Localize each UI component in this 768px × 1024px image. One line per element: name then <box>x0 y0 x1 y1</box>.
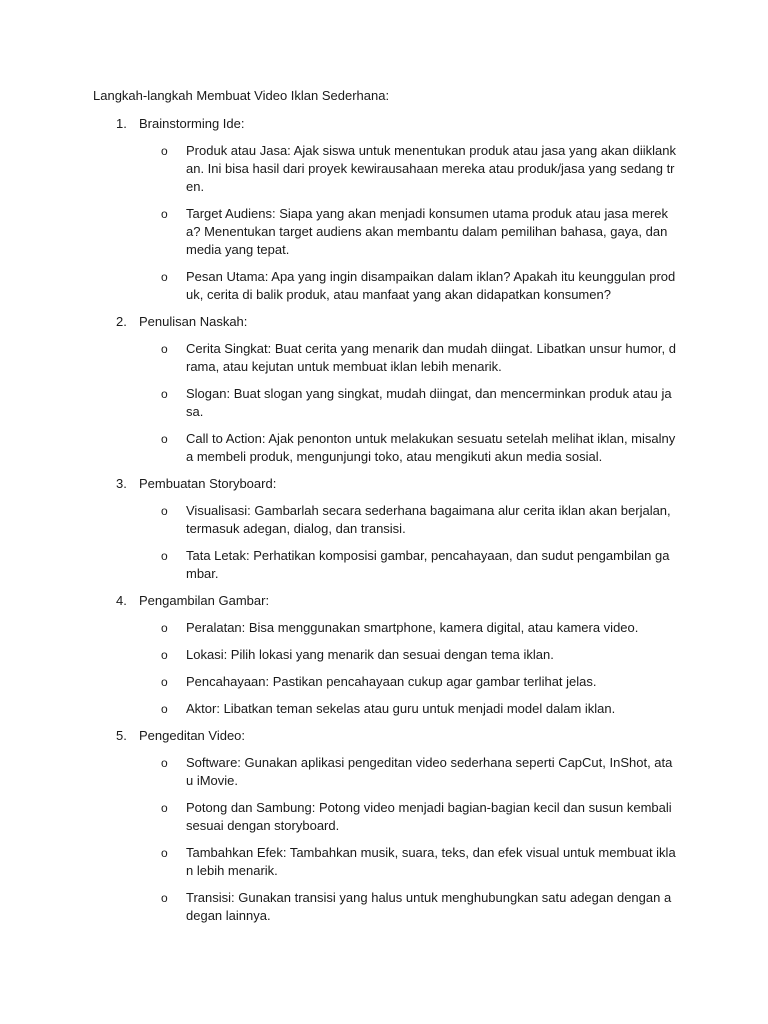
list-item <box>0 754 768 790</box>
step-title: Brainstorming Ide: <box>139 116 245 131</box>
list-step <box>0 475 768 493</box>
step-number: 2. <box>116 314 127 329</box>
list-item-text: Cerita Singkat: Buat cerita yang menarik dan mudah diingat. Libatkan unsur humor, drama, atau kejutan untuk membuat iklan lebih menarik. <box>186 341 676 374</box>
bullet-marker-icon: o <box>161 846 168 860</box>
step-number: 4. <box>116 593 127 608</box>
list-item <box>0 385 768 421</box>
bullet-marker-icon: o <box>161 801 168 815</box>
bullet-marker-icon: o <box>161 891 168 905</box>
list-step <box>0 115 768 133</box>
list-item <box>0 844 768 880</box>
step-number: 3. <box>116 476 127 491</box>
list-item-text: Visualisasi: Gambarlah secara sederhana bagaimana alur cerita iklan akan berjalan, termasuk adegan, dialog, dan transisi. <box>186 503 671 536</box>
document-title: Langkah-langkah Membuat Video Iklan Sederhana: <box>93 88 390 103</box>
bullet-marker-icon: o <box>161 702 168 716</box>
bullet-marker-icon: o <box>161 504 168 518</box>
step-number: 5. <box>116 728 127 743</box>
list-item <box>0 547 768 583</box>
bullet-marker-icon: o <box>161 342 168 356</box>
list-item-text: Software: Gunakan aplikasi pengeditan video sederhana seperti CapCut, InShot, atau iMovie. <box>186 755 673 788</box>
bullet-marker-icon: o <box>161 144 168 158</box>
list-item-text: Call to Action: Ajak penonton untuk melakukan sesuatu setelah melihat iklan, misalnya membeli produk, mengunjungi toko, atau mengikuti akun media sosial. <box>186 431 676 464</box>
steps-list <box>0 115 768 934</box>
bullet-marker-icon: o <box>161 270 168 284</box>
list-item-text: Target Audiens: Siapa yang akan menjadi konsumen utama produk atau jasa mereka? Menentukan target audiens akan membantu dalam pemilihan bahasa, gaya, dan media yang tepat. <box>186 206 669 257</box>
list-item-text: Potong dan Sambung: Potong video menjadi bagian-bagian kecil dan susun kembali sesuai dengan storyboard. <box>186 800 672 833</box>
bullet-marker-icon: o <box>161 387 168 401</box>
list-step <box>0 313 768 331</box>
list-item <box>0 430 768 466</box>
list-item <box>0 673 768 691</box>
bullet-marker-icon: o <box>161 432 168 446</box>
list-step <box>0 727 768 745</box>
bullet-marker-icon: o <box>161 549 168 563</box>
step-title: Pengeditan Video: <box>139 728 246 743</box>
list-item <box>0 205 768 259</box>
list-item <box>0 619 768 637</box>
list-item-text: Tata Letak: Perhatikan komposisi gambar, pencahayaan, dan sudut pengambilan gambar. <box>186 548 670 581</box>
bullet-marker-icon: o <box>161 648 168 662</box>
list-item-text: Tambahkan Efek: Tambahkan musik, suara, teks, dan efek visual untuk membuat iklan lebih menarik. <box>186 845 676 878</box>
list-item-text: Produk atau Jasa: Ajak siswa untuk menentukan produk atau jasa yang akan diiklankan. Ini bisa hasil dari proyek kewirausahaan mereka atau produk/jasa yang sedang tren. <box>186 143 676 194</box>
bullet-marker-icon: o <box>161 756 168 770</box>
list-item-text: Pesan Utama: Apa yang ingin disampaikan dalam iklan? Apakah itu keunggulan produk, cerita di balik produk, atau manfaat yang akan didapatkan konsumen? <box>186 269 676 302</box>
list-item <box>0 340 768 376</box>
list-item <box>0 142 768 196</box>
bullet-marker-icon: o <box>161 675 168 689</box>
step-number: 1. <box>116 116 127 131</box>
list-item <box>0 700 768 718</box>
step-title: Penulisan Naskah: <box>139 314 248 329</box>
bullet-marker-icon: o <box>161 207 168 221</box>
list-item-text: Lokasi: Pilih lokasi yang menarik dan sesuai dengan tema iklan. <box>186 647 554 662</box>
bullet-marker-icon: o <box>161 621 168 635</box>
list-item-text: Peralatan: Bisa menggunakan smartphone, kamera digital, atau kamera video. <box>186 620 639 635</box>
list-item-text: Slogan: Buat slogan yang singkat, mudah diingat, dan mencerminkan produk atau jasa. <box>186 386 672 419</box>
step-title: Pembuatan Storyboard: <box>139 476 277 491</box>
list-item <box>0 799 768 835</box>
list-item <box>0 889 768 925</box>
list-step <box>0 592 768 610</box>
list-item-text: Aktor: Libatkan teman sekelas atau guru untuk menjadi model dalam iklan. <box>186 701 616 716</box>
list-item <box>0 268 768 304</box>
step-title: Pengambilan Gambar: <box>139 593 270 608</box>
list-item-text: Pencahayaan: Pastikan pencahayaan cukup agar gambar terlihat jelas. <box>186 674 597 689</box>
list-item <box>0 646 768 664</box>
list-item-text: Transisi: Gunakan transisi yang halus untuk menghubungkan satu adegan dengan adegan lainnya. <box>186 890 672 923</box>
list-item <box>0 502 768 538</box>
